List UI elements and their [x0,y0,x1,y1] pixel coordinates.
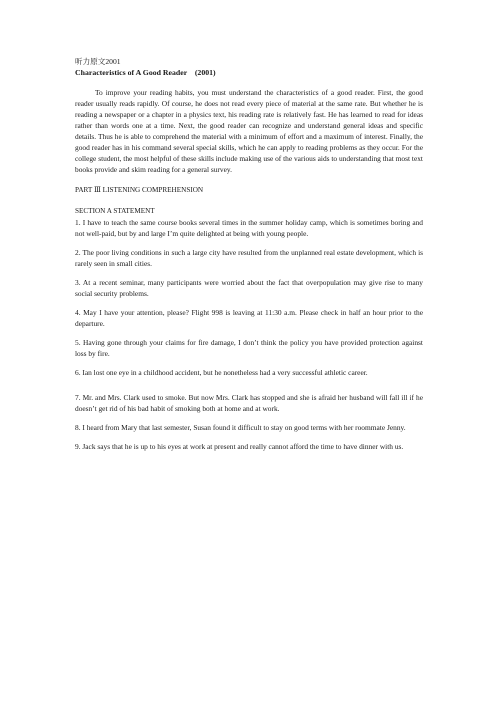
document-page [75,56,423,460]
statement-item: 3. At a recent seminar, many participants were worried about the fact that overpopulation may give rise to many social security problems. [75,278,423,298]
statement-item: 8. I heard from Mary that last semester, Susan found it difficult to stay on good terms with her roommate Jenny. [75,423,406,432]
statement-item: 2. The poor living conditions in such a large city have resulted from the unplanned real estate development, which is rarely seen in small cities. [75,248,423,268]
document-title: Characteristics of A Good Reader (2001) [75,68,216,77]
statement-item: 1. I have to teach the same course books several times in the summer holiday camp, which is sometimes boring and not well-paid, but by and large I’m quite delighted at being with young people. [75,218,423,238]
statement-item: 4. May I have your attention, please? Flight 998 is leaving at 11:30 a.m. Please check in half an hour prior to the departure. [75,308,423,328]
part-heading: PART Ⅲ LISTENING COMPREHENSION [75,186,204,194]
statement-item: 5. Having gone through your claims for fire damage, I don’t think the policy you have provided protection against loss by fire. [75,338,423,358]
passage-paragraph: To improve your reading habits, you must understand the characteristics of a good reader. First, the good reader usually reads rapidly. Of course, he does not read every piece of material at the same rate. But whether he is reading a newspaper or a chapter in a physics text, his reading rate is relatively fast. He has learned to read for ideas rather than words one at a time. Next, the good reader can recognize and understand general ideas and specific details. Thus he is able to comprehend the material with a minimum of effort and a maximum of interest. Finally, the good reader has in his command several special skills, which he can apply to reading problems as they occur. For the college student, the most helpful of these skills include making use of the various aids to understanding that most text books provide and skim reading for a general survey. [75,88,423,174]
statement-item: 9. Jack says that he is up to his eyes at work at present and really cannot afford the time to have dinner with us. [75,442,404,451]
statement-item: 7. Mr. and Mrs. Clark used to smoke. But now Mrs. Clark has stopped and she is afraid her husband will fall ill if he doesn’t get rid of his bad habit of smoking both at home and at work. [75,393,423,413]
section-heading: SECTION A STATEMENT [75,207,155,215]
statement-list [75,217,423,452]
statement-item: 6. Ian lost one eye in a childhood accident, but he nonetheless had a very successful athletic career. [75,368,368,377]
document-label: 听力原文2001 [75,57,121,66]
